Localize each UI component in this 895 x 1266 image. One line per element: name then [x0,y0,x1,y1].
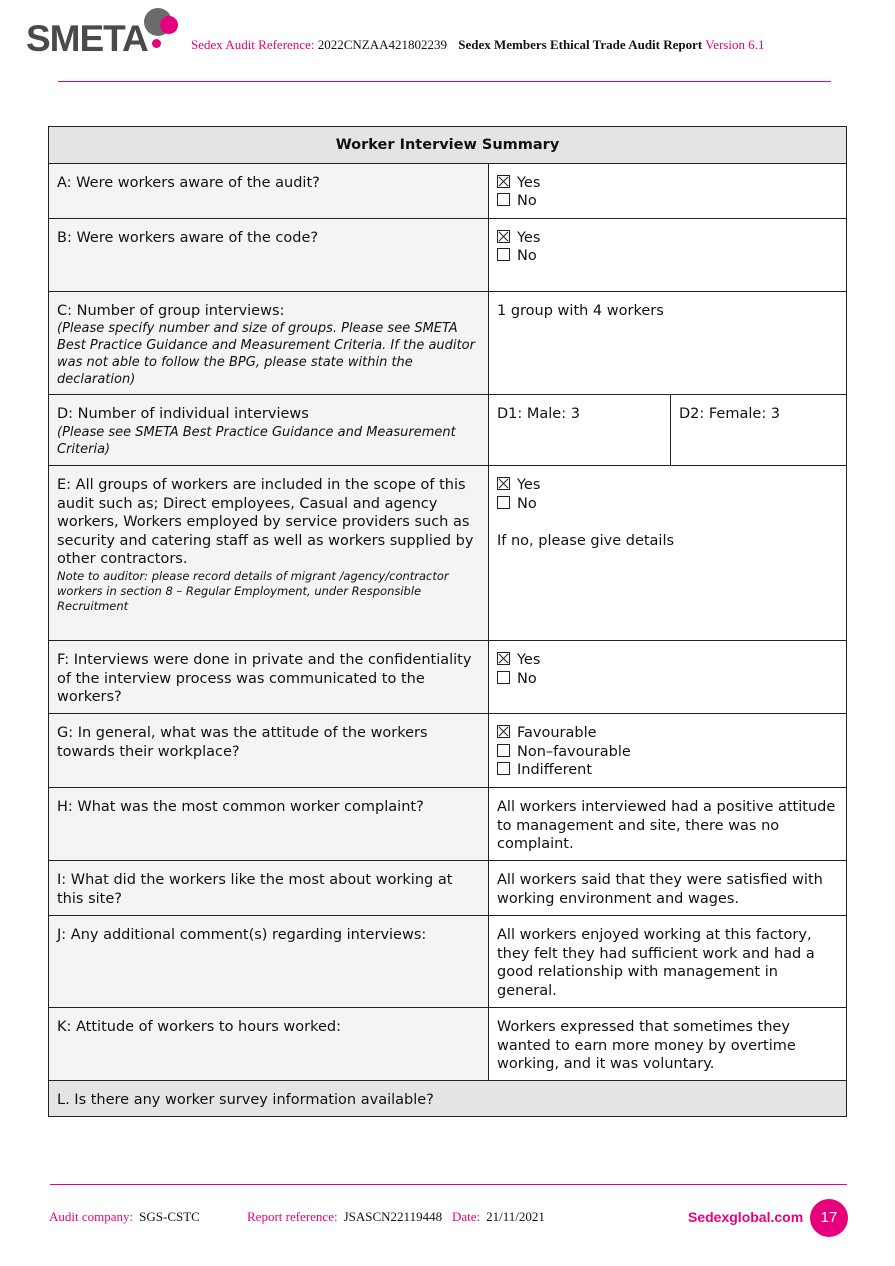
report-ref-value: JSASCN22119448 [343,1209,443,1224]
option-yes: Yes [517,229,541,246]
option-no: No [517,248,537,264]
footer-divider [50,1184,847,1185]
question-e-text: E: All groups of workers are included in the scope of this audit such as; Direct employees, Casual and agency workers, Workers employed by service providers such as security and catering staff as well as workers supplied by other contractors. [57,477,474,567]
audit-company-label: Audit company: [49,1209,134,1224]
question-g: G: In general, what was the attitude of the workers towards their workplace? [49,714,489,788]
worker-interview-table [48,126,847,1117]
checkbox-checked-icon [497,652,510,665]
answer-d-split [489,395,846,465]
row-a [49,163,847,218]
audit-ref-label: Sedex Audit Reference: [191,37,315,52]
question-c-text: C: Number of group interviews: [57,302,285,319]
answer-d-female: D2: Female: 3 [679,406,781,422]
row-f [49,641,847,714]
row-g [49,714,847,788]
question-f: F: Interviews were done in private and the confidentiality of the interview process was communicated to the workers? [49,641,489,714]
option-no: No [517,193,537,209]
logo-text: SMETA [26,18,148,59]
answer-e [489,466,847,641]
row-l [49,1081,847,1117]
checkbox-checked-icon [497,230,510,243]
question-h: H: What was the most common worker complaint? [49,788,489,861]
page-header [191,37,764,53]
question-l: L. Is there any worker survey information available? [49,1081,847,1117]
report-title: Sedex Members Ethical Trade Audit Report [458,37,703,52]
option-non-favourable: Non–favourable [517,743,631,760]
question-e [49,466,489,641]
date-value: 21/11/2021 [486,1209,545,1224]
footer-report-ref [247,1209,442,1225]
checkbox-checked-icon [497,477,510,490]
answer-g [489,714,847,788]
row-i [49,861,847,916]
question-d [49,395,489,466]
checkbox-empty-icon [497,496,510,509]
checkbox-checked-icon [497,175,510,188]
question-d-text: D: Number of individual interviews [57,406,309,422]
checkbox-empty-icon [497,248,510,261]
audit-ref-value: 2022CNZAA421802239 [317,37,447,52]
checkbox-empty-icon [497,671,510,684]
question-b: B: Were workers aware of the code? [49,218,489,291]
website-link[interactable]: Sedexglobal.com [688,1209,804,1225]
header-divider [58,81,831,82]
answer-a [489,163,847,218]
report-version: Version 6.1 [705,37,765,52]
answer-d [489,395,847,466]
table-title: Worker Interview Summary [49,127,847,164]
question-d-note: (Please see SMETA Best Practice Guidance and Measurement Criteria) [57,424,456,457]
answer-h: All workers interviewed had a positive attitude to management and site, there was no complaint. [489,788,847,861]
checkbox-empty-icon [497,193,510,206]
checkbox-empty-icon [497,744,510,757]
report-ref-label: Report reference: [247,1209,338,1224]
answer-e-details: If no, please give details [497,533,675,549]
date-label: Date: [452,1209,481,1224]
question-c-note: (Please specify number and size of groups. Please see SMETA Best Practice Guidance and Measurement Criteria. If the auditor was not able to follow the BPG, please state within the declaration) [57,321,475,387]
table-header-row [49,127,847,164]
checkbox-empty-icon [497,762,510,775]
option-no: No [517,495,537,512]
option-indifferent: Indifferent [517,762,593,778]
logo-dot-pink [160,16,178,34]
row-h [49,788,847,861]
row-k [49,1008,847,1081]
row-b [49,218,847,291]
question-a: A: Were workers aware of the audit? [49,163,489,218]
option-yes: Yes [517,652,541,668]
checkbox-checked-icon [497,725,510,738]
answer-d-male: D1: Male: 3 [489,395,671,465]
answer-c: 1 group with 4 workers [489,291,847,395]
page-number-badge: 17 [810,1199,848,1237]
option-favourable: Favourable [517,725,597,741]
logo-dot-small [152,39,161,48]
row-j [49,916,847,1008]
question-k: K: Attitude of workers to hours worked: [49,1008,489,1081]
audit-company-value: SGS-CSTC [139,1209,200,1224]
answer-k: Workers expressed that sometimes they wanted to earn more money by overtime working, and it was voluntary. [489,1008,847,1081]
question-c [49,291,489,395]
answer-f [489,641,847,714]
option-no: No [517,670,537,687]
option-yes: Yes [517,174,541,191]
question-i: I: What did the workers like the most about working at this site? [49,861,489,916]
answer-i: All workers said that they were satisfied with working environment and wages. [489,861,847,916]
footer-date [452,1209,545,1225]
question-e-note: Note to auditor: please record details of migrant /agency/contractor workers in section 8 – Regular Employment, under Responsible Recruitment [57,568,449,613]
row-e [49,466,847,641]
row-d [49,395,847,466]
footer-audit-company [49,1209,200,1225]
row-c [49,291,847,395]
answer-j: All workers enjoyed working at this factory, they felt they had sufficient work and had a good relationship with management in general. [489,916,847,1008]
option-yes: Yes [517,477,541,493]
question-j: J: Any additional comment(s) regarding interviews: [49,916,489,1008]
smeta-logo [26,6,186,60]
answer-b [489,218,847,291]
